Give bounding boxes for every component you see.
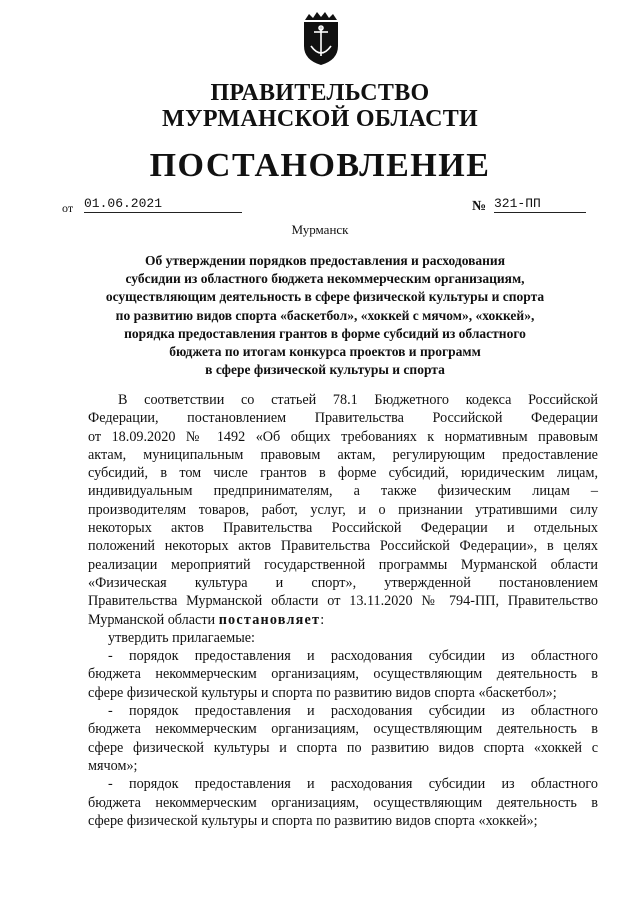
list-item-line: мячом»; bbox=[88, 757, 138, 774]
list-item-line: сфере физической культуры и спорта по развитию видов спорта «баскетбол»; bbox=[88, 684, 557, 701]
list-item-line: бюджета некоммерческим организациям, осуществляющим деятельность в bbox=[88, 721, 598, 738]
decree-verb: постановляет bbox=[218, 611, 321, 628]
title-line: бюджета по итогам конкурса проектов и программ bbox=[169, 344, 481, 360]
body-line: Правительства Мурманской области от 13.11.2020 № 794-ПП, Правительство bbox=[88, 593, 598, 610]
body-line-decree bbox=[88, 611, 598, 629]
body-line: актам, муниципальным правовым актам, регулирующим предоставление bbox=[88, 446, 598, 463]
body-line: производителям товаров, работ, услуг, и о признании утратившими силу bbox=[88, 501, 598, 518]
list-item-line: бюджета некоммерческим организациям, осуществляющим деятельность в bbox=[88, 666, 598, 683]
document-number: 321-ПП bbox=[494, 196, 586, 213]
list-item-basketball: - порядок предоставления и расходования субсидии из областного bbox=[108, 648, 598, 665]
body-line: реализации мероприятий государственной программы Мурманской области bbox=[88, 556, 598, 573]
title-line: порядка предоставления грантов в форме субсидий из областного bbox=[124, 325, 526, 341]
list-item-line: сфере физической культуры и спорта по развитию видов спорта «хоккей с bbox=[88, 739, 598, 756]
title-line: субсидии из областного бюджета некоммерческим организациям, bbox=[125, 271, 525, 287]
document-body bbox=[88, 391, 598, 830]
government-name-line1: ПРАВИТЕЛЬСТВО bbox=[210, 80, 430, 106]
list-item-line: сфере физической культуры и спорта по развитию видов спорта «хоккей»; bbox=[88, 812, 538, 829]
list-item-hockey: - порядок предоставления и расходования субсидии из областного bbox=[108, 776, 598, 793]
title-line: Об утверждении порядков предоставления и расходования bbox=[144, 253, 506, 268]
approve-line: утвердить прилагаемые: bbox=[108, 629, 255, 646]
body-line: индивидуальным предпринимателям, а также физическим лицам – bbox=[88, 483, 598, 500]
document-type: ПОСТАНОВЛЕНИЕ bbox=[149, 147, 491, 184]
city: Мурманск bbox=[291, 222, 349, 237]
title-line: в сфере физической культуры и спорта bbox=[205, 362, 445, 378]
body-line: субсидий, в том числе грантов в форме субсидий, юридическим лицам, bbox=[88, 465, 598, 482]
decree-colon: : bbox=[320, 611, 325, 628]
body-line: некоторых актов Правительства Российской Федерации и отдельных bbox=[88, 520, 598, 537]
document-title bbox=[60, 252, 590, 379]
body-line: положений некоторых актов Правительства Российской Федерации», в целях bbox=[88, 538, 598, 555]
date-prefix: от bbox=[62, 201, 74, 215]
date-number-row bbox=[62, 196, 592, 218]
title-line: по развитию видов спорта «баскетбол», «хоккей с мячом», «хоккей», bbox=[115, 307, 535, 323]
decree-text: Мурманской области bbox=[88, 611, 219, 628]
body-line: Федерации, постановлением Правительства Российской Федерации bbox=[88, 410, 598, 427]
coat-of-arms-icon bbox=[299, 6, 343, 66]
body-line: от 18.09.2020 № 1492 «Об общих требованиях к нормативным правовым bbox=[88, 428, 598, 445]
number-sign: № bbox=[472, 199, 487, 214]
document-date: 01.06.2021 bbox=[84, 196, 242, 213]
body-line: В соответствии со статьей 78.1 Бюджетного кодекса Российской bbox=[118, 392, 598, 408]
title-line: осуществляющим деятельность в сфере физической культуры и спорта bbox=[105, 289, 545, 305]
list-item-line: бюджета некоммерческим организациям, осуществляющим деятельность в bbox=[88, 794, 598, 811]
list-item-bandy: - порядок предоставления и расходования субсидии из областного bbox=[108, 703, 598, 720]
body-line: «Физическая культура и спорт», утвержденной постановлением bbox=[88, 574, 598, 591]
government-name-line2: МУРМАНСКОЙ ОБЛАСТИ bbox=[162, 106, 478, 132]
